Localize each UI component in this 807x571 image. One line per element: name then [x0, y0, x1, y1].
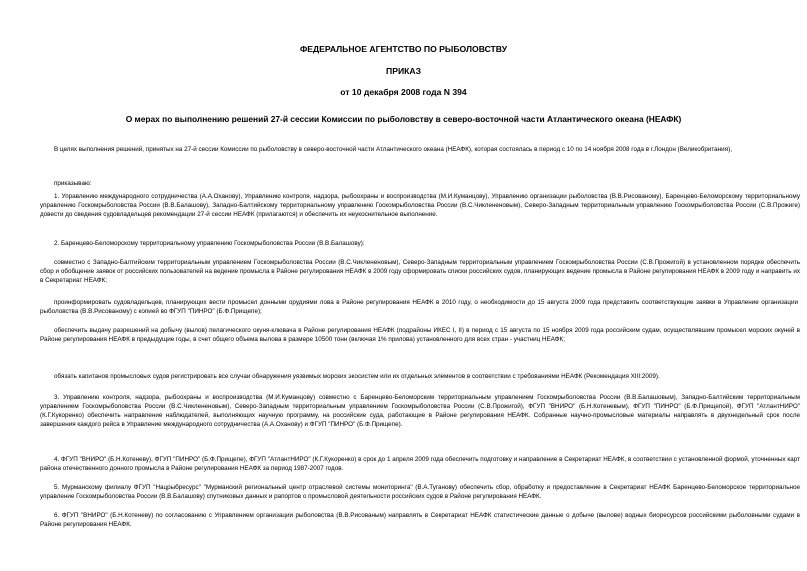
- preamble-paragraph: В целях выполнения решений, принятых на 27-й сессии Комиссии по рыболовству в северо-восточной части Атлантического океана (НЕАФК), которая состоялась в период с 10 по 14 ноября 2008 года в г.Лондон (Великобритания),: [54, 146, 732, 153]
- clause-1: 1. Управлению международного сотрудничества (А.А.Оханову), Управлению контроля, надзора, рыбоохраны и воспроизводства (М.И.Куманцову), Управлению организации рыболовства (В.В.Рисованому), Баренцево-Беломорскому территориальному управлению Госкомрыболовства России (В.В.Балашову), Западно-Балтийскому территориальному управлению Госкомрыболовства России (В.С.Чиклененовым), Северо-Западным территориальным управлению Госкомрыболовства России (С.В.Прожиге) довести до сведения судовладельцев рекомендации 27-й сессии НЕАФК (прилагаются) и обеспечить их неукоснительное выполнение.: [40, 193, 800, 218]
- clause-2-item-1: совместно с Западно-Балтийским территориальным управлением Госкомрыболовства России (В.С.Чиклененовым), Северо-Западным территориальным управлением Госкомрыболовства России (С.В.Прожигой) в установленном порядке обеспечить сбор и обобщение заявок от российских пользователей на ведение промысла в Районе регулирования НЕАФК в 2009 году сформировать списки российских судов, планирующих ведение промысла в Районе регулирования НЕАФК в 2009 году и направить их в Секретариат НЕАФК;: [40, 259, 800, 284]
- document-title: О мерах по выполнению решений 27-й сессии Комиссии по рыболовству в северо-восточной части Атлантического океана (НЕАФК): [125, 114, 682, 124]
- clause-2-item-3: обеспечить выдачу разрешений на добычу (вылов) пелагического окуня-клювача в Районе регулирования НЕАФК (подрайоны ИКЕС I, II) в период с 15 августа по 15 ноября 2009 года российским судам, осуществлявшим промысел морских окуней в Районе регулирования НЕАФК в предыдущие годы, в счет общего объема вылова в размере 10500 тонн (включая 1% прилова) установленного для всех стран - участниц НЕАФК;: [40, 327, 800, 343]
- clause-6: 6. ФГУП "ВНИРО" (Б.Н.Котеневу) по согласованию с Управлением организации рыболовства (В.В.Рисованым) направлять в Секретариат НЕАФК статистические данные о добыче (вылове) водных биоресурсов российскими рыболовными судами в Районе регулирования НЕАФК.: [40, 512, 800, 528]
- document-type: ПРИКАЗ: [386, 66, 421, 76]
- order-word: приказываю:: [54, 180, 92, 187]
- clause-3: 3. Управлению контроля, надзора, рыбоохраны и воспроизводства (М.И.Куманцову) совместно с Баренцево-Беломорским территориальным управлением Госкомрыболовства России (В.В.Балашовым), Западно-Балтийским территориальным управлением Госкомрыболовства России (В.С.Чиклененовым), Северо-Западным территориальным управлением Госкомрыболовства России (С.В.Прожигой), ФГУП "ВНИРО" (Б.Н.Котеневым), ФГУП "ПИНРО" (Б.Ф.Прищепой), ФГУП "АтлантНИРО" (К.Г.Кукоренко) обеспечить направление наблюдателей, выполняющих научную программу, на российские суда, работающие в Районе регулирования НЕАФК. Собранные научно-промысловые материалы направлять в двухнедельный срок после завершения каждого рейса в Управление международного сотрудничества (А.А.Оханову) и ФГУП "ПИНРО" (Б.Ф.Прищепе).: [40, 394, 800, 428]
- agency-name: ФЕДЕРАЛЬНОЕ АГЕНТСТВО ПО РЫБОЛОВСТВУ: [299, 44, 508, 54]
- clause-2: 2. Баренцево-Беломорскому территориальному управлению Госкомрыболовства России (В.В.Балашову):: [54, 240, 365, 247]
- clause-2-item-2: проинформировать судовладельцев, планирующих вести промысел донными орудиями лова в Районе регулирования НЕАФК в 2010 году, о необходимости до 15 августа 2009 года представить соответствующие заявки в Управление организации рыболовства (В.В.Рисованому) с копией во ФГУП "ПИНРО" (Б.Ф.Прищепе);: [40, 299, 798, 315]
- clause-5: 5. Мурманскому филиалу ФГУП "Нацрыбресурс" "Мурманский региональный центр отраслевой системы мониторинга" (В.А.Туганову) обеспечить сбор, обработку и предоставление в Секретариат НЕАФК Баренцево-Беломорское территориальное управление Госкомрыболовства России (В.В.Балашову) спутниковых данных и рапортов о промысловой деятельности российских судов в Районе регулирования НЕАФК.: [40, 484, 800, 500]
- clause-2-item-4: обязать капитанов промысловых судов регистрировать все случаи обнаружения уязвимых морских экосистем или их отдельных элементов в соответствии с требованиями НЕАФК (Рекомендация XIII:2009).: [54, 373, 660, 380]
- clause-4: 4. ФГУП "ВНИРО" (Б.Н.Котеневу), ФГУП "ПИНРО" (Б.Ф.Прищепе), ФГУП "АтлантНИРО" (К.Г.Кукоренко) в срок до 1 апреля 2009 года обеспечить подготовку и направление в Секретариат НЕАФК, в соответствии с установленной формой, уточненных карт района отечественного донного промысла в Районе регулирования НЕАФК за период 1987-2007 годов.: [40, 456, 800, 472]
- document-date-number: от 10 декабря 2008 года N 394: [340, 87, 467, 97]
